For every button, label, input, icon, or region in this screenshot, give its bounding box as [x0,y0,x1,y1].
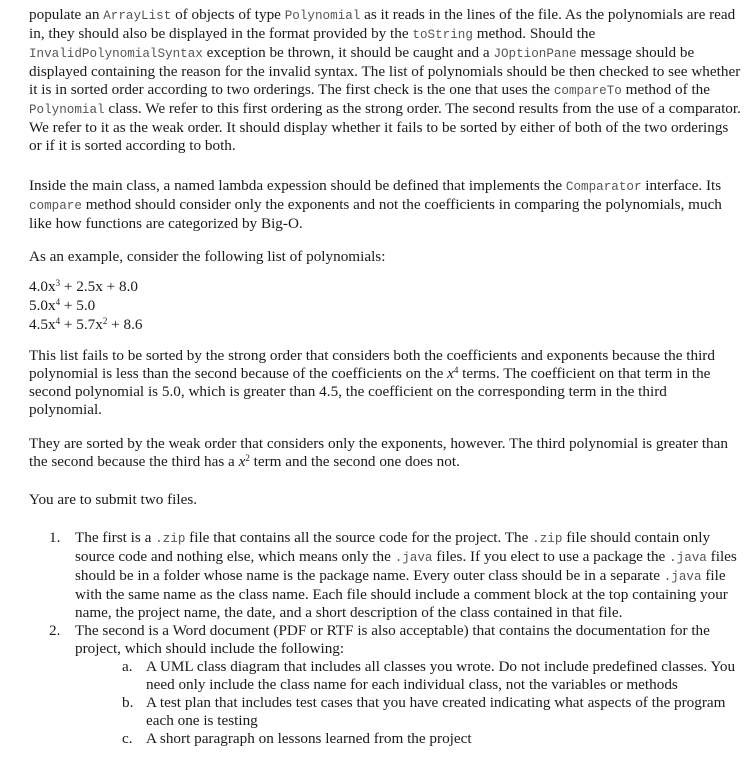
paragraph-strong-order-fails: This list fails to be sorted by the strong order that considers both the coefficients and exponents because the third polynomial is less than the second because of the coefficients on the $x^4$ terms. The coefficient on that term in the second polynomial is 5.0, which is greater than 4.5, the coefficient on the corresponding term in the third polynomial. [29,347,715,418]
list-item-word-document: 2. The second is a Word document (PDF or RTF is also acceptable) that contains the documentation for the project, which should include the following: a. A UML class diagram that includes all classes you wrote. Do not include predefined classes. You need only include the class name for each individual class, not the variables or methods b. A test plan that includes test cases that you have created indicating what aspects of the program each one is testing c. A short paragraph on lessons learned from the project [49,622,741,748]
sublist-item-test-plan: b. A test plan that includes test cases that you have created indicating what aspects of the program each one is testing [122,694,726,729]
polynomial-2: $5.0x^4 + 5.0$ [29,297,96,314]
paragraph-submit-two-files: You are to submit two files. [29,491,198,508]
polynomial-list [29,277,741,334]
submission-list [49,529,741,748]
paragraph-example-intro: As an example, consider the following list of polynomials: [29,248,386,265]
paragraph-lambda-comparator: Inside the main class, a named lambda expession should be defined that implements the Comparator interface. Its compare method should consider only the exponents and not the coefficients in comparing the polynomials, much like how functions are categorized by Big-O. [29,177,722,232]
paragraph-populate-arraylist: populate an ArrayList of objects of type Polynomial as it reads in the lines of the file. As the polynomials are read in, they should also be displayed in the format provided by the toString method. Should the InvalidPolynomialSyntax exception be thrown, it should be caught and a JOptionPane message should be displayed containing the reason for the invalid syntax. The list of polynomials should be then checked to see whether it is in sorted order according to two orderings. The first check is the one that uses the compareTo method of the Polynomial class. We refer to this first ordering as the strong order. The second results from the use of a comparator. We refer to it as the weak order. It should display whether it fails to be sorted by either of both of the two orderings or if it is sorted according to both. [29,6,741,154]
paragraph-weak-order-sorted: They are sorted by the weak order that considers only the exponents, however. The third polynomial is greater than the second because the third has a $x^2$ term and the second one does not. [29,435,728,470]
documentation-sublist [75,658,741,748]
sublist-item-uml: a. A UML class diagram that includes all classes you wrote. Do not include predefined classes. You need only include the class name for each individual class, not the variables or methods [122,658,736,693]
sublist-item-lessons: c. A short paragraph on lessons learned from the project [122,730,472,747]
polynomial-3: $4.5x^4 + 5.7x^2 + 8.6$ [29,316,143,333]
list-item-zip-file: 1. The first is a .zip file that contains all the source code for the project. The .zip file should contain only source code and nothing else, which means only the .java files. If you elect to use a package the .java files should be in a folder whose name is the package name. Every outer class should be in a separate .java file with the same name as the class name. Each file should include a comment block at the top containing your name, the project name, the date, and a short description of the class contained in that file. [49,529,737,621]
polynomial-1: $4.0x^3 + 2.5x + 8.0$ [29,278,138,295]
